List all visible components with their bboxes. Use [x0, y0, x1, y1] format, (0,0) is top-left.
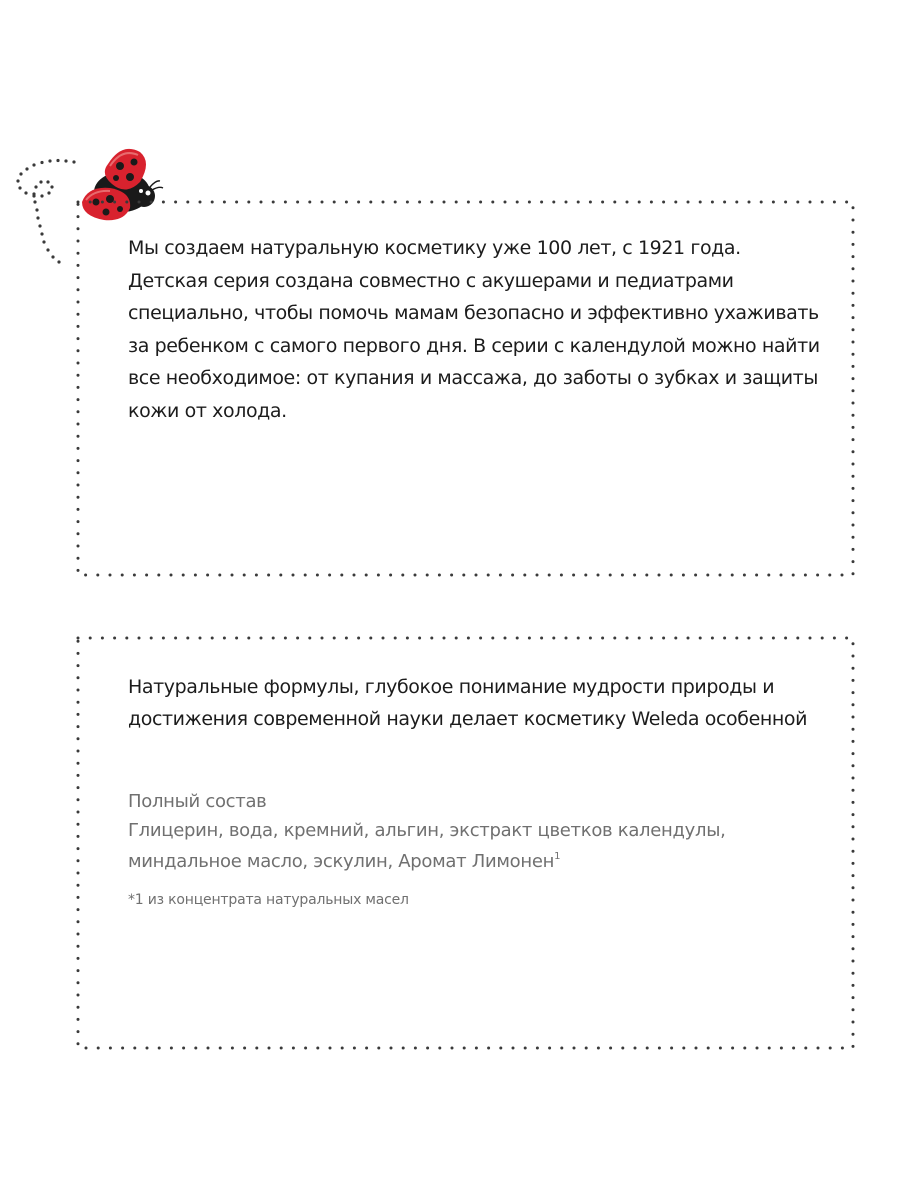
flight-trail — [16, 159, 75, 264]
composition-card — [78, 638, 853, 1048]
intro-paragraph: Мы создаем натуральную косметику уже 100 лет, с 1921 года. Детская серия создана совместно с акушерами и педиатрами специально, чтобы помочь мамам безопасно и эффективно ухаживать за ребенком с самого первого дня. В серии с календулой можно найти все необходимое: от купания и массажа, до заботы о зубках и защиты кожи от холода. — [128, 237, 820, 422]
composition-list — [128, 818, 825, 875]
features-paragraph: Натуральные формулы, глубокое понимание мудрости природы и достижения современной науки делает косметику Weleda особенной — [128, 676, 808, 730]
intro-card — [78, 202, 853, 575]
footnote-marker: 1 — [554, 851, 561, 862]
composition-ingredients: Глицерин, вода, кремний, альгин, экстракт цветков календулы, миндальное масло, эскулин, Аромат Лимонен — [128, 820, 726, 872]
composition-heading: Полный состав — [128, 791, 267, 812]
footnote: *1 из концентрата натуральных масел — [128, 892, 409, 908]
